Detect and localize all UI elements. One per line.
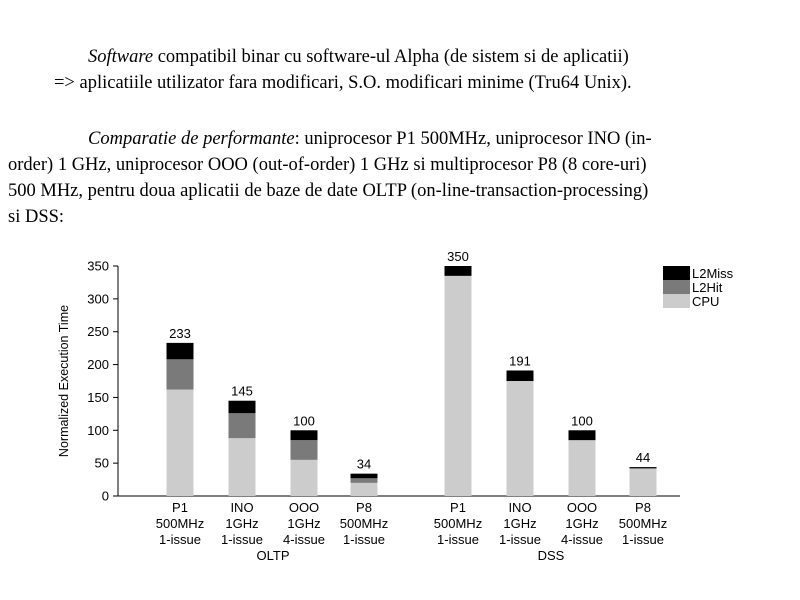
x-tick-label: P8 [635, 500, 651, 515]
bar-segment-l2hit [291, 440, 318, 460]
bar-segment-l2miss [507, 370, 534, 381]
bar-segment-l2miss [569, 430, 596, 440]
paragraph-line: si DSS: [8, 207, 65, 227]
group-label: DSS [537, 548, 565, 563]
bar-total-label: 44 [635, 450, 651, 466]
x-tick-label: 500MHz [618, 516, 668, 531]
x-tick-label: 4-issue [561, 532, 603, 547]
bar-total-label: 233 [169, 325, 191, 341]
y-axis-label: Normalized Execution Time [57, 304, 71, 458]
y-tick-label: 50 [94, 455, 109, 471]
bar-total-label: 100 [571, 413, 593, 429]
x-tick-label: P8 [356, 500, 372, 515]
x-tick-label: OOO [288, 500, 320, 515]
x-tick-label: 500MHz [433, 516, 483, 531]
x-tick-label: 1-issue [343, 532, 385, 547]
legend-swatch [663, 280, 690, 294]
paragraph-text: compatibil binar cu software-ul Alpha (de sistem si de aplicatii) [153, 47, 629, 67]
x-tick-label: 1-issue [437, 532, 479, 547]
legend-label: CPU [692, 294, 720, 309]
paragraph-line: => aplicatiile utilizator fara modificari, S.O. modificari minime (Tru64 Unix). [54, 73, 632, 93]
bar-segment-l2miss [630, 467, 657, 468]
paragraph-comparison [8, 126, 784, 230]
x-tick-label: 1-issue [499, 532, 541, 547]
x-tick-label: 1GHz [287, 516, 321, 531]
bar-segment-l2hit [351, 478, 378, 483]
x-tick-label: INO [508, 500, 532, 515]
bar-segment-l2miss [351, 474, 378, 479]
legend-label: L2Miss [692, 266, 734, 281]
x-tick-label: 1GHz [565, 516, 599, 531]
bar-segment-cpu [507, 381, 534, 496]
bar-segment-cpu [630, 468, 657, 496]
emphasis-comparison: Comparatie de performante [88, 129, 295, 149]
x-tick-label: 1GHz [225, 516, 259, 531]
bar-total-label: 191 [509, 353, 531, 369]
bar-segment-l2hit [229, 413, 256, 438]
y-tick-label: 350 [87, 258, 109, 274]
x-tick-label: 1GHz [503, 516, 537, 531]
legend-swatch [663, 294, 690, 308]
group-label: OLTP [256, 548, 290, 563]
paragraph-text: : uniprocesor P1 500MHz, uniprocesor INO (in- [294, 129, 652, 149]
y-tick-label: 150 [87, 389, 109, 405]
emphasis-software: Software [88, 47, 154, 67]
x-tick-label: 500MHz [155, 516, 205, 531]
bar-segment-l2miss [229, 401, 256, 413]
legend-swatch [663, 266, 690, 280]
bar-segment-l2miss [167, 343, 194, 359]
bar-total-label: 34 [356, 456, 372, 472]
paragraph-line [8, 126, 784, 152]
x-tick-label: OOO [566, 500, 598, 515]
x-tick-label: 1-issue [159, 532, 201, 547]
x-tick-label: INO [230, 500, 254, 515]
bar-segment-cpu [351, 483, 378, 496]
bar-segment-cpu [569, 440, 596, 496]
x-tick-label: P1 [450, 500, 466, 515]
bar-total-label: 350 [447, 250, 469, 264]
y-tick-label: 200 [87, 357, 109, 373]
bar-segment-l2miss [445, 266, 472, 276]
x-tick-label: 1-issue [221, 532, 263, 547]
x-tick-label: 1-issue [622, 532, 664, 547]
paragraph-line [8, 44, 784, 70]
y-tick-label: 0 [101, 488, 109, 504]
y-tick-label: 250 [87, 324, 109, 340]
y-tick-label: 300 [87, 291, 109, 307]
bar-total-label: 100 [293, 413, 315, 429]
paragraph-line: order) 1 GHz, uniprocesor OOO (out-of-order) 1 GHz si multiprocesor P8 (8 core-uri) [8, 155, 647, 175]
legend-label: L2Hit [692, 280, 723, 295]
bar-segment-cpu [445, 276, 472, 496]
paragraph-software [8, 44, 784, 96]
x-tick-label: 500MHz [339, 516, 389, 531]
bar-segment-cpu [167, 390, 194, 496]
bar-segment-cpu [229, 438, 256, 496]
paragraph-line: 500 MHz, pentru doua aplicatii de baze de date OLTP (on-line-transaction-processing) [8, 181, 649, 201]
x-tick-label: 4-issue [283, 532, 325, 547]
bar-total-label: 145 [231, 383, 253, 399]
execution-time-chart [0, 250, 800, 570]
bar-segment-l2miss [291, 430, 318, 440]
y-tick-label: 100 [87, 422, 109, 438]
bar-segment-cpu [291, 460, 318, 496]
x-tick-label: P1 [172, 500, 188, 515]
bar-segment-l2hit [167, 359, 194, 389]
